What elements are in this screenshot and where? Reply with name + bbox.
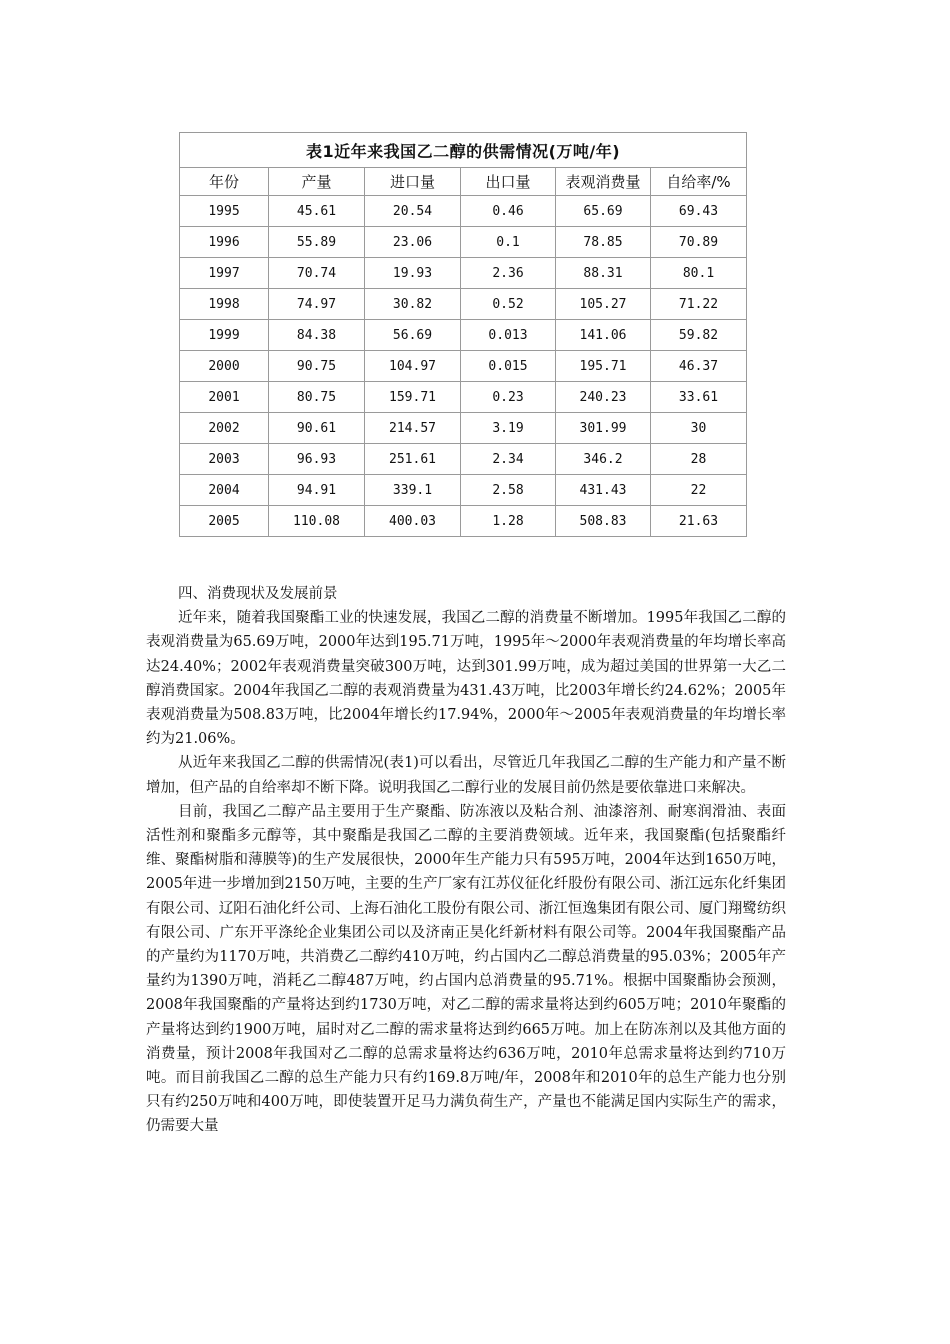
cell-import: 339.1 bbox=[365, 475, 461, 506]
header-year: 年份 bbox=[180, 168, 269, 196]
cell-import: 19.93 bbox=[365, 258, 461, 289]
cell-import: 56.69 bbox=[365, 320, 461, 351]
cell-year: 1996 bbox=[180, 227, 269, 258]
cell-output: 84.38 bbox=[269, 320, 365, 351]
header-apparent-consumption: 表观消费量 bbox=[556, 168, 651, 196]
cell-export: 0.1 bbox=[461, 227, 556, 258]
cell-output: 94.91 bbox=[269, 475, 365, 506]
table-row bbox=[180, 258, 747, 289]
cell-output: 74.97 bbox=[269, 289, 365, 320]
cell-output: 90.75 bbox=[269, 351, 365, 382]
cell-self-sufficiency: 71.22 bbox=[651, 289, 747, 320]
cell-apparent-consumption: 346.2 bbox=[556, 444, 651, 475]
cell-output: 110.08 bbox=[269, 506, 365, 537]
cell-export: 1.28 bbox=[461, 506, 556, 537]
cell-self-sufficiency: 59.82 bbox=[651, 320, 747, 351]
section-heading: 四、消费现状及发展前景 bbox=[178, 586, 338, 602]
cell-export: 3.19 bbox=[461, 413, 556, 444]
cell-self-sufficiency: 46.37 bbox=[651, 351, 747, 382]
table-row bbox=[180, 506, 747, 537]
table-row bbox=[180, 320, 747, 351]
cell-year: 2004 bbox=[180, 475, 269, 506]
cell-import: 30.82 bbox=[365, 289, 461, 320]
cell-apparent-consumption: 141.06 bbox=[556, 320, 651, 351]
section-text bbox=[146, 582, 786, 1139]
cell-apparent-consumption: 65.69 bbox=[556, 196, 651, 227]
cell-export: 0.015 bbox=[461, 351, 556, 382]
header-self-sufficiency: 自给率/% bbox=[651, 168, 747, 196]
cell-apparent-consumption: 301.99 bbox=[556, 413, 651, 444]
table-header-row bbox=[180, 168, 747, 196]
cell-output: 90.61 bbox=[269, 413, 365, 444]
cell-self-sufficiency: 28 bbox=[651, 444, 747, 475]
cell-year: 1999 bbox=[180, 320, 269, 351]
cell-self-sufficiency: 69.43 bbox=[651, 196, 747, 227]
paragraph-self-sufficiency: 从近年来我国乙二醇的供需情况(表1)可以看出，尽管近几年我国乙二醇的生产能力和产量不断增加，但产品的自给率却不断下降。说明我国乙二醇行业的发展目前仍然是要依靠进口来解决。 bbox=[146, 755, 786, 796]
cell-self-sufficiency: 21.63 bbox=[651, 506, 747, 537]
cell-self-sufficiency: 22 bbox=[651, 475, 747, 506]
cell-export: 0.46 bbox=[461, 196, 556, 227]
cell-self-sufficiency: 80.1 bbox=[651, 258, 747, 289]
cell-import: 20.54 bbox=[365, 196, 461, 227]
cell-year: 2003 bbox=[180, 444, 269, 475]
cell-import: 400.03 bbox=[365, 506, 461, 537]
paragraph-polyester: 目前，我国乙二醇产品主要用于生产聚酯、防冻液以及粘合剂、油漆溶剂、耐寒润滑油、表面活性剂和聚酯多元醇等，其中聚酯是我国乙二醇的主要消费领域。近年来，我国聚酯(包括聚酯纤维、聚酯树脂和薄膜等)的生产发展很快，2000年生产能力只有595万吨，2004年达到1650万吨，2005年进一步增加到2150万吨，主要的生产厂家有江苏仪征化纤股份有限公司、浙江远东化纤集团有限公司、辽阳石油化纤公司、上海石油化工股份有限公司、浙江恒逸集团有限公司、厦门翔鹭纺织有限公司、广东开平涤纶企业集团公司以及济南正昊化纤新材料有限公司等。2004年我国聚酯产品的产量约为1170万吨，共消费乙二醇约410万吨，约占国内乙二醇总消费量的95.03%；2005年产量约为1390万吨，消耗乙二醇487万吨，约占国内总消费量的95.71%。根据中国聚酯协会预测，2008年我国聚酯的产量将达到约1730万吨，对乙二醇的需求量将达到约605万吨；2010年聚酯的产量将达到约1900万吨，届时对乙二醇的需求量将达到约665万吨。加上在防冻剂以及其他方面的消费量，预计2008年我国对乙二醇的总需求量将达约636万吨，2010年总需求量将达到约710万吨。而目前我国乙二醇的总生产能力只有约169.8万吨/年，2008年和2010年的总生产能力也分别只有约250万吨和400万吨，即使装置开足马力满负荷生产，产量也不能满足国内实际生产的需求，仍需要大量 bbox=[146, 803, 786, 1135]
table-row bbox=[180, 444, 747, 475]
cell-export: 2.36 bbox=[461, 258, 556, 289]
cell-year: 2000 bbox=[180, 351, 269, 382]
cell-apparent-consumption: 78.85 bbox=[556, 227, 651, 258]
cell-self-sufficiency: 33.61 bbox=[651, 382, 747, 413]
cell-year: 2005 bbox=[180, 506, 269, 537]
cell-export: 0.013 bbox=[461, 320, 556, 351]
cell-year: 2002 bbox=[180, 413, 269, 444]
table-row bbox=[180, 475, 747, 506]
cell-output: 70.74 bbox=[269, 258, 365, 289]
cell-apparent-consumption: 88.31 bbox=[556, 258, 651, 289]
cell-output: 55.89 bbox=[269, 227, 365, 258]
cell-output: 45.61 bbox=[269, 196, 365, 227]
cell-self-sufficiency: 70.89 bbox=[651, 227, 747, 258]
cell-import: 159.71 bbox=[365, 382, 461, 413]
cell-year: 2001 bbox=[180, 382, 269, 413]
cell-export: 2.58 bbox=[461, 475, 556, 506]
cell-self-sufficiency: 30 bbox=[651, 413, 747, 444]
header-output: 产量 bbox=[269, 168, 365, 196]
table-row bbox=[180, 196, 747, 227]
cell-import: 214.57 bbox=[365, 413, 461, 444]
cell-apparent-consumption: 105.27 bbox=[556, 289, 651, 320]
paragraph-consumption: 近年来，随着我国聚酯工业的快速发展，我国乙二醇的消费量不断增加。1995年我国乙二醇的表观消费量为65.69万吨，2000年达到195.71万吨，1995年～2000年表观消费量的年均增长率高达24.40%；2002年表观消费量突破300万吨，达到301.99万吨，成为超过美国的世界第一大乙二醇消费国家。2004年我国乙二醇的表观消费量为431.43万吨，比2003年增长约24.62%；2005年表观消费量为508.83万吨，比2004年增长约17.94%，2000年～2005年表观消费量的年均增长率约为21.06%。 bbox=[146, 610, 786, 748]
header-export: 出口量 bbox=[461, 168, 556, 196]
cell-year: 1998 bbox=[180, 289, 269, 320]
cell-apparent-consumption: 195.71 bbox=[556, 351, 651, 382]
table-row bbox=[180, 351, 747, 382]
table-row bbox=[180, 227, 747, 258]
cell-export: 0.23 bbox=[461, 382, 556, 413]
cell-export: 0.52 bbox=[461, 289, 556, 320]
cell-import: 23.06 bbox=[365, 227, 461, 258]
table-row bbox=[180, 413, 747, 444]
cell-export: 2.34 bbox=[461, 444, 556, 475]
cell-apparent-consumption: 431.43 bbox=[556, 475, 651, 506]
cell-year: 1995 bbox=[180, 196, 269, 227]
header-import: 进口量 bbox=[365, 168, 461, 196]
table-body bbox=[180, 196, 747, 537]
supply-demand-table bbox=[179, 132, 747, 537]
cell-apparent-consumption: 240.23 bbox=[556, 382, 651, 413]
cell-year: 1997 bbox=[180, 258, 269, 289]
table-row bbox=[180, 289, 747, 320]
cell-output: 96.93 bbox=[269, 444, 365, 475]
cell-import: 251.61 bbox=[365, 444, 461, 475]
cell-import: 104.97 bbox=[365, 351, 461, 382]
cell-apparent-consumption: 508.83 bbox=[556, 506, 651, 537]
table-title: 表1近年来我国乙二醇的供需情况(万吨/年) bbox=[179, 132, 747, 167]
cell-output: 80.75 bbox=[269, 382, 365, 413]
supply-demand-table-container bbox=[179, 132, 746, 537]
table-row bbox=[180, 382, 747, 413]
